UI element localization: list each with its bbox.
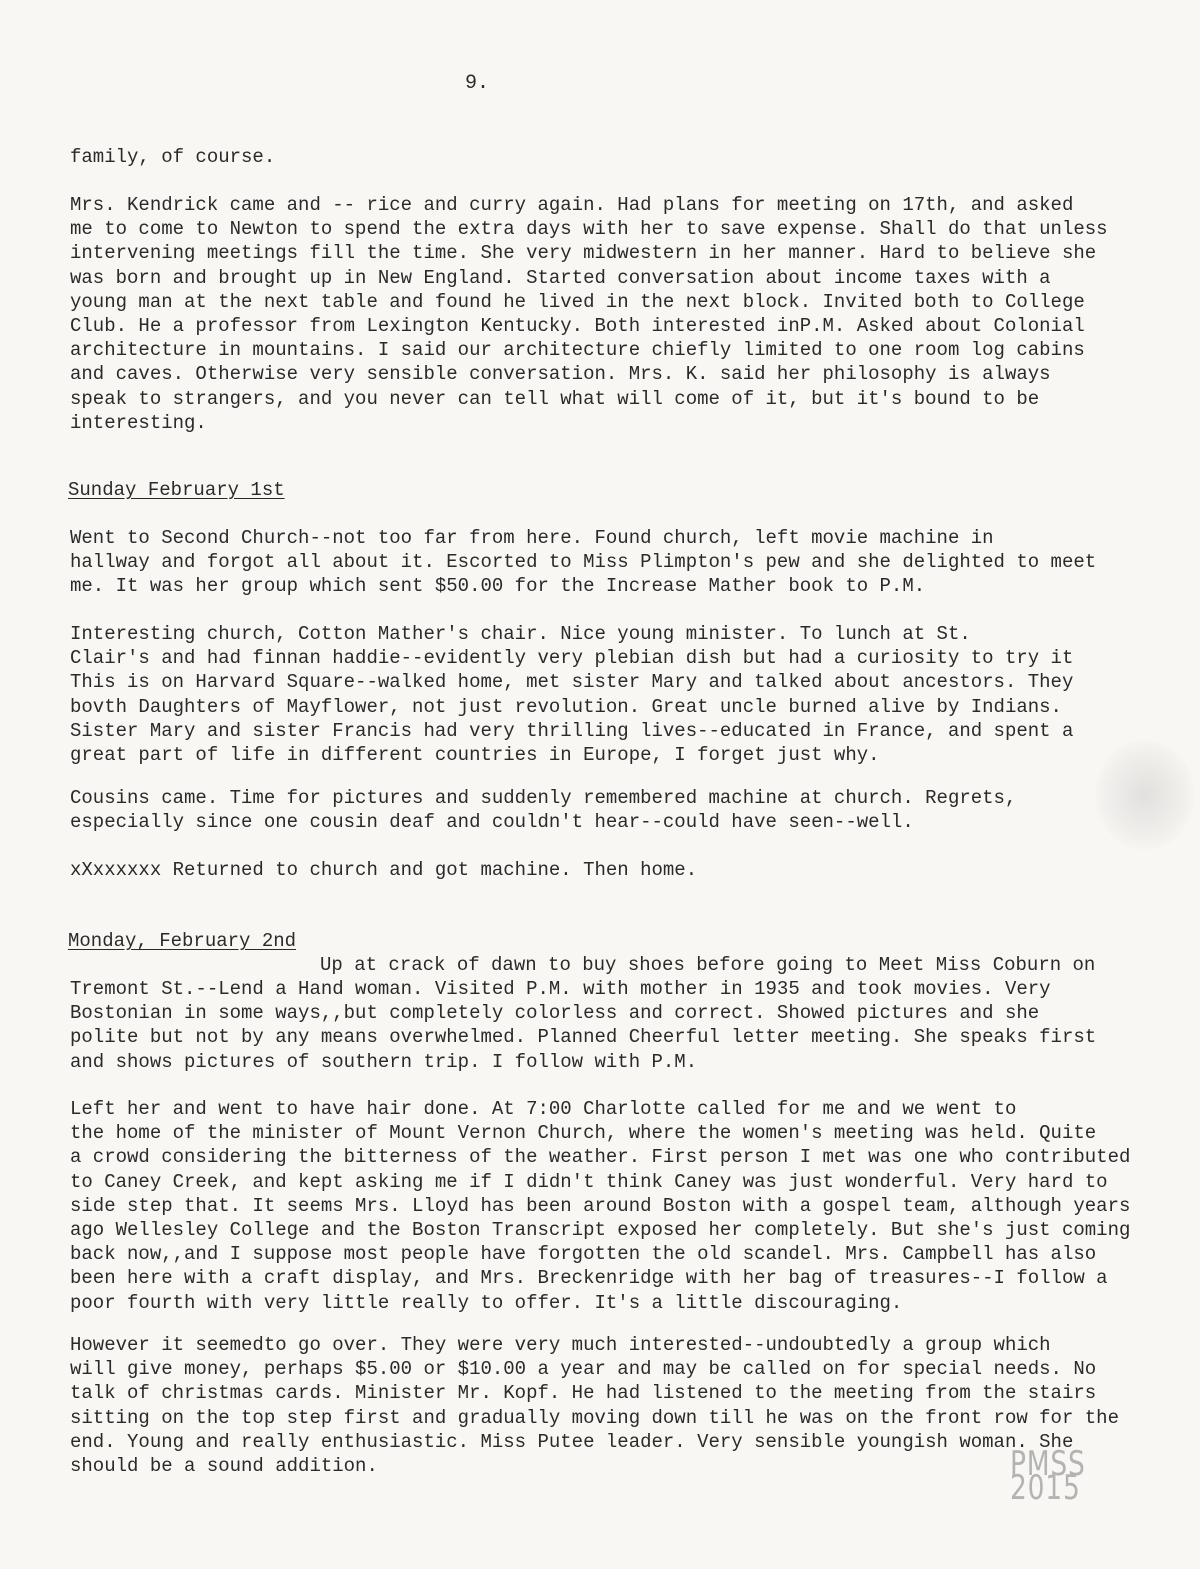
heading-monday-feb-2: Monday, February 2nd xyxy=(68,930,297,952)
archive-stamp: PMSS 2015 xyxy=(1010,1444,1086,1509)
continuation-line: family, of course. xyxy=(70,146,276,168)
paragraph-returned: xXxxxxxx Returned to church and got machine. Then home. xyxy=(70,859,698,881)
monday-first-line: Up at crack of dawn to buy shoes before going to Meet Miss Coburn on xyxy=(320,954,1096,976)
paragraph-second-church: Went to Second Church--not too far from here. Found church, left movie machine in hallway and forgot all about it. Escorted to Miss Plimpton's pew and she delighted to meet me. It was her group which sent $50.00 for the Increase Mather book to P.M. xyxy=(70,527,1097,598)
page-number: 9. xyxy=(465,72,490,95)
heading-sunday-feb-1: Sunday February 1st xyxy=(68,479,285,501)
paragraph-kendrick: Mrs. Kendrick came and -- rice and curry again. Had plans for meeting on 17th, and asked me to come to Newton to spend the extra days with her to save expense. Shall do that unless intervening meetings fill the time. She very midwestern in her manner. Hard to believe she was born and brought up in New England. Started conversation about income taxes with a young man at the next table and found he lived in the next block. Invited both to College Club. He a professor from Lexington Kentucky. Both interested inP.M. Asked about Colonial architecture in mountains. I said our architecture chiefly limited to one room log cabins and caves. Otherwise very sensible conversation. Mrs. K. said her philosophy is always speak to strangers, and you never can tell what will come of it, but it's bound to be interesting. xyxy=(70,194,1108,434)
paragraph-interesting-church: Interesting church, Cotton Mather's chair. Nice young minister. To lunch at St. Clair's and had finnan haddie--evidently very plebian dish but had a curiosity to try it This is on Harvard Square--walked home, met sister Mary and talked about ancestors. They bovth Daughters of Mayflower, not just revolution. Great uncle burned alive by Indians. Sister Mary and sister Francis had very thrilling lives--educated in France, and spent a great part of life in different countries in Europe, I forget just why. xyxy=(70,623,1074,767)
paragraph-evening-meeting: Left her and went to have hair done. At 7:00 Charlotte called for me and we went to the home of the minister of Mount Vernon Church, where the women's meeting was held. Quite a crowd considering the bitterness of the weather. First person I met was one who contributed to Caney Creek, and kept asking me if I didn't think Caney was just wonderful. Very hard to side step that. It seems Mrs. Lloyd has been around Boston with a gospel team, although years ago Wellesley College and the Boston Transcript exposed her completely. But she's just coming back now,,and I suppose most people have forgotten the old scandel. Mrs. Campbell has also been here with a craft display, and Mrs. Breckenridge with her bag of treasures--I follow a poor fourth with very little really to offer. It's a little discouraging. xyxy=(70,1098,1131,1314)
paragraph-cousins: Cousins came. Time for pictures and suddenly remembered machine at church. Regrets, especially since one cousin deaf and couldn't hear--could have seen--well. xyxy=(70,787,1017,834)
paragraph-however: However it seemedto go over. They were very much interested--undoubtedly a group which will give money, perhaps $5.00 or $10.00 a year and may be called on for special needs. No talk of christmas cards. Minister Mr. Kopf. He had listened to the meeting from the stairs sitting on the top step first and gradually moving down till he was on the front row for the end. Young and really enthusiastic. Miss Putee leader. Very sensible youngish woman. She should be a sound addition. xyxy=(70,1334,1119,1478)
paragraph-monday: Tremont St.--Lend a Hand woman. Visited P.M. with mother in 1935 and took movies. Very Bostonian in some ways,,but completely colorless and correct. Showed pictures and she polite but not by any means overwhelmed. Planned Cheerful letter meeting. She speaks first and shows pictures of southern trip. I follow with P.M. xyxy=(70,978,1097,1073)
